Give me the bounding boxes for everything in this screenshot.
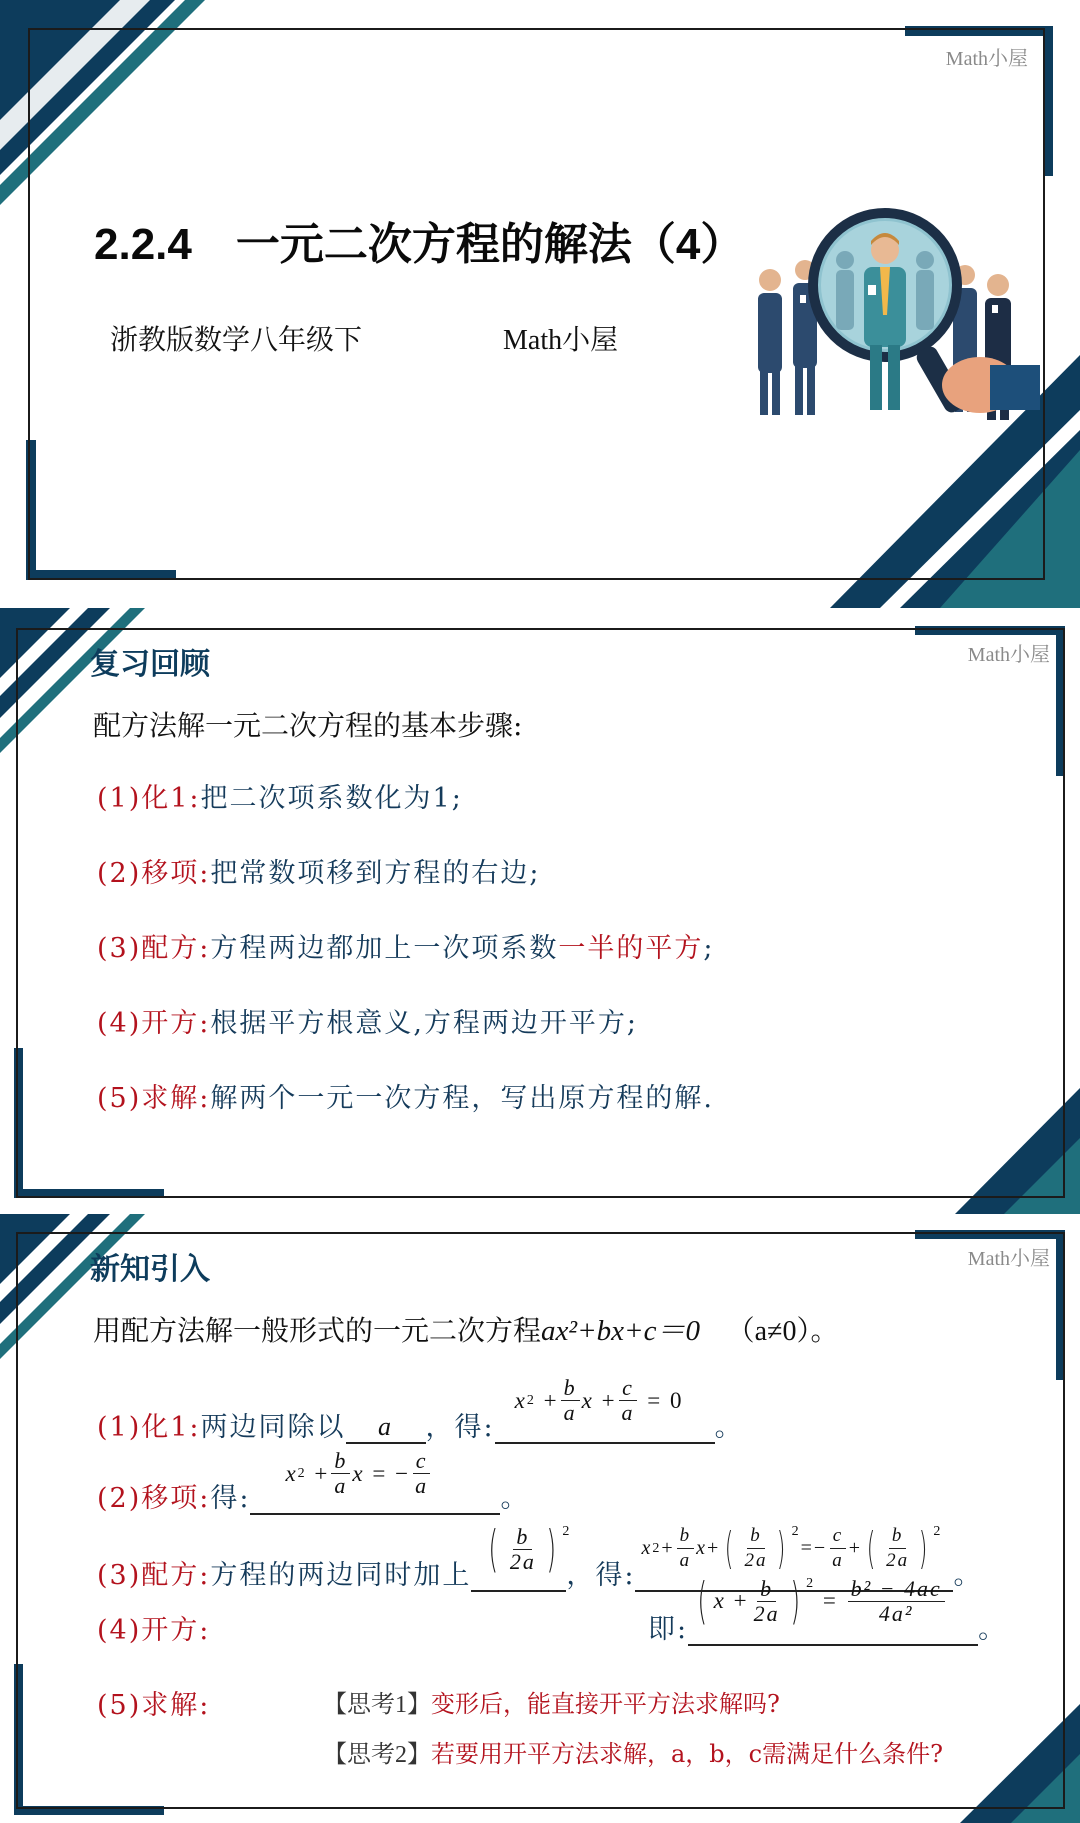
step-label: (2)移项: <box>97 858 211 889</box>
section-title: 新知引入 <box>90 1253 210 1286</box>
page-title: 2.2.4 一元二次方程的解法（4） <box>94 220 745 269</box>
answer-blank-added-term <box>471 1520 572 1592</box>
ji-label: 即: <box>648 1614 689 1645</box>
review-step-4 <box>97 1001 638 1040</box>
slide-new-knowledge <box>0 1214 1080 1823</box>
nonzero-condition: （a≠0）。 <box>726 1316 839 1347</box>
review-step-5 <box>97 1076 714 1115</box>
answer-blank-eq4 <box>688 1572 978 1646</box>
period: 。 <box>978 1614 1008 1645</box>
intro-text: 配方法解一元二次方程的基本步骤: <box>93 709 523 742</box>
answer-blank-eq1 <box>495 1375 715 1444</box>
think-question-2 <box>323 1734 943 1769</box>
step-5 <box>97 1683 210 1722</box>
divisor-value: a <box>378 1412 394 1441</box>
general-equation: ax²+bx+c＝0 <box>541 1315 700 1347</box>
step-4-result <box>648 1572 1008 1646</box>
slide-title <box>0 0 1080 608</box>
subtitle-textbook: 浙教版数学八年级下 <box>110 323 363 356</box>
think-tag: 【思考1】 <box>323 1692 431 1718</box>
step-label: (1)化1: <box>97 1412 201 1443</box>
step-1 <box>97 1375 744 1444</box>
step-2 <box>97 1448 530 1515</box>
intro-line <box>93 1308 838 1349</box>
think-text: 变形后，能直接开平方法求解吗? <box>431 1690 780 1718</box>
step-text: 把二次项系数化为1; <box>200 783 463 814</box>
slide-review <box>0 608 1080 1214</box>
review-step-2 <box>97 851 540 890</box>
equation-step1: x 2 + $\frac{b}{a}$ x + $\frac{c}{a}$ = 0 <box>514 1375 684 1425</box>
half-coefficient-squared: ( $\frac{b}{2a}$ ) $^2$ <box>488 1520 572 1578</box>
equation-step3: x 2 + $\frac{b}{a}$ x + ( $\frac{b}{2a}$ ) $^2$ = − $\frac{c}{a}$ + ( $\frac{b}{2a}$ ) $^2$ <box>641 1522 943 1574</box>
step-label: (2)移项: <box>97 1483 211 1514</box>
think-text: 若要用开平方法求解，a，b，c需满足什么条件? <box>431 1740 943 1768</box>
step-label: (4)开方: <box>97 1615 211 1646</box>
step-4 <box>97 1608 210 1647</box>
think-tag: 【思考2】 <box>323 1742 431 1768</box>
watermark: Math小屋 <box>967 1248 1050 1270</box>
answer-blank-eq2 <box>250 1448 500 1515</box>
step-text: 两边同除以 <box>200 1412 346 1443</box>
magnifying-glass-people-icon <box>740 205 1040 485</box>
get-label: 得: <box>595 1560 636 1591</box>
period: 。 <box>714 1412 744 1443</box>
section-title: 复习回顾 <box>90 648 210 681</box>
intro-text: 用配方法解一般形式的一元二次方程 <box>93 1314 542 1347</box>
watermark: Math小屋 <box>967 644 1050 666</box>
step-label: (3)配方: <box>97 933 211 964</box>
step-label: (3)配方: <box>97 1560 211 1591</box>
review-step-3 <box>97 926 714 965</box>
comma: ， <box>425 1412 455 1443</box>
step-label: (5)求解: <box>97 1690 211 1721</box>
step-label: (4)开方: <box>97 1008 211 1039</box>
step-punct: ; <box>703 933 715 964</box>
review-step-1 <box>97 776 463 815</box>
watermark: Math小屋 <box>945 48 1028 70</box>
step-text: 得: <box>210 1483 251 1514</box>
think-question-1 <box>323 1684 780 1719</box>
step-label: (1)化1: <box>97 783 201 814</box>
subtitle-author: Math小屋 <box>503 325 619 356</box>
step-text: 把常数项移到方程的右边; <box>210 858 541 889</box>
answer-blank-divisor <box>346 1411 426 1444</box>
period: 。 <box>500 1483 530 1514</box>
step-text: 根据平方根意义,方程两边开平方; <box>210 1008 639 1039</box>
equation-step4: ( x + $\frac{b}{2a}$ ) $^2$ = $\frac{\text{b² − 4ac}}{\text{4a²}}$ <box>692 1576 947 1626</box>
comma: ， <box>566 1560 596 1591</box>
step-text: 解两个一元一次方程，写出原方程的解. <box>210 1083 714 1114</box>
step-label: (5)求解: <box>97 1083 211 1114</box>
equation-step2: x 2 + $\frac{b}{a}$ x = − $\frac{c}{a}$ <box>285 1449 433 1498</box>
get-label: 得: <box>454 1412 495 1443</box>
step-highlight: 一半的平方 <box>558 933 704 964</box>
step-text: 方程的两边同时加上 <box>210 1560 472 1591</box>
period: 。 <box>953 1560 983 1591</box>
step-text: 方程两边都加上一次项系数 <box>210 933 559 964</box>
